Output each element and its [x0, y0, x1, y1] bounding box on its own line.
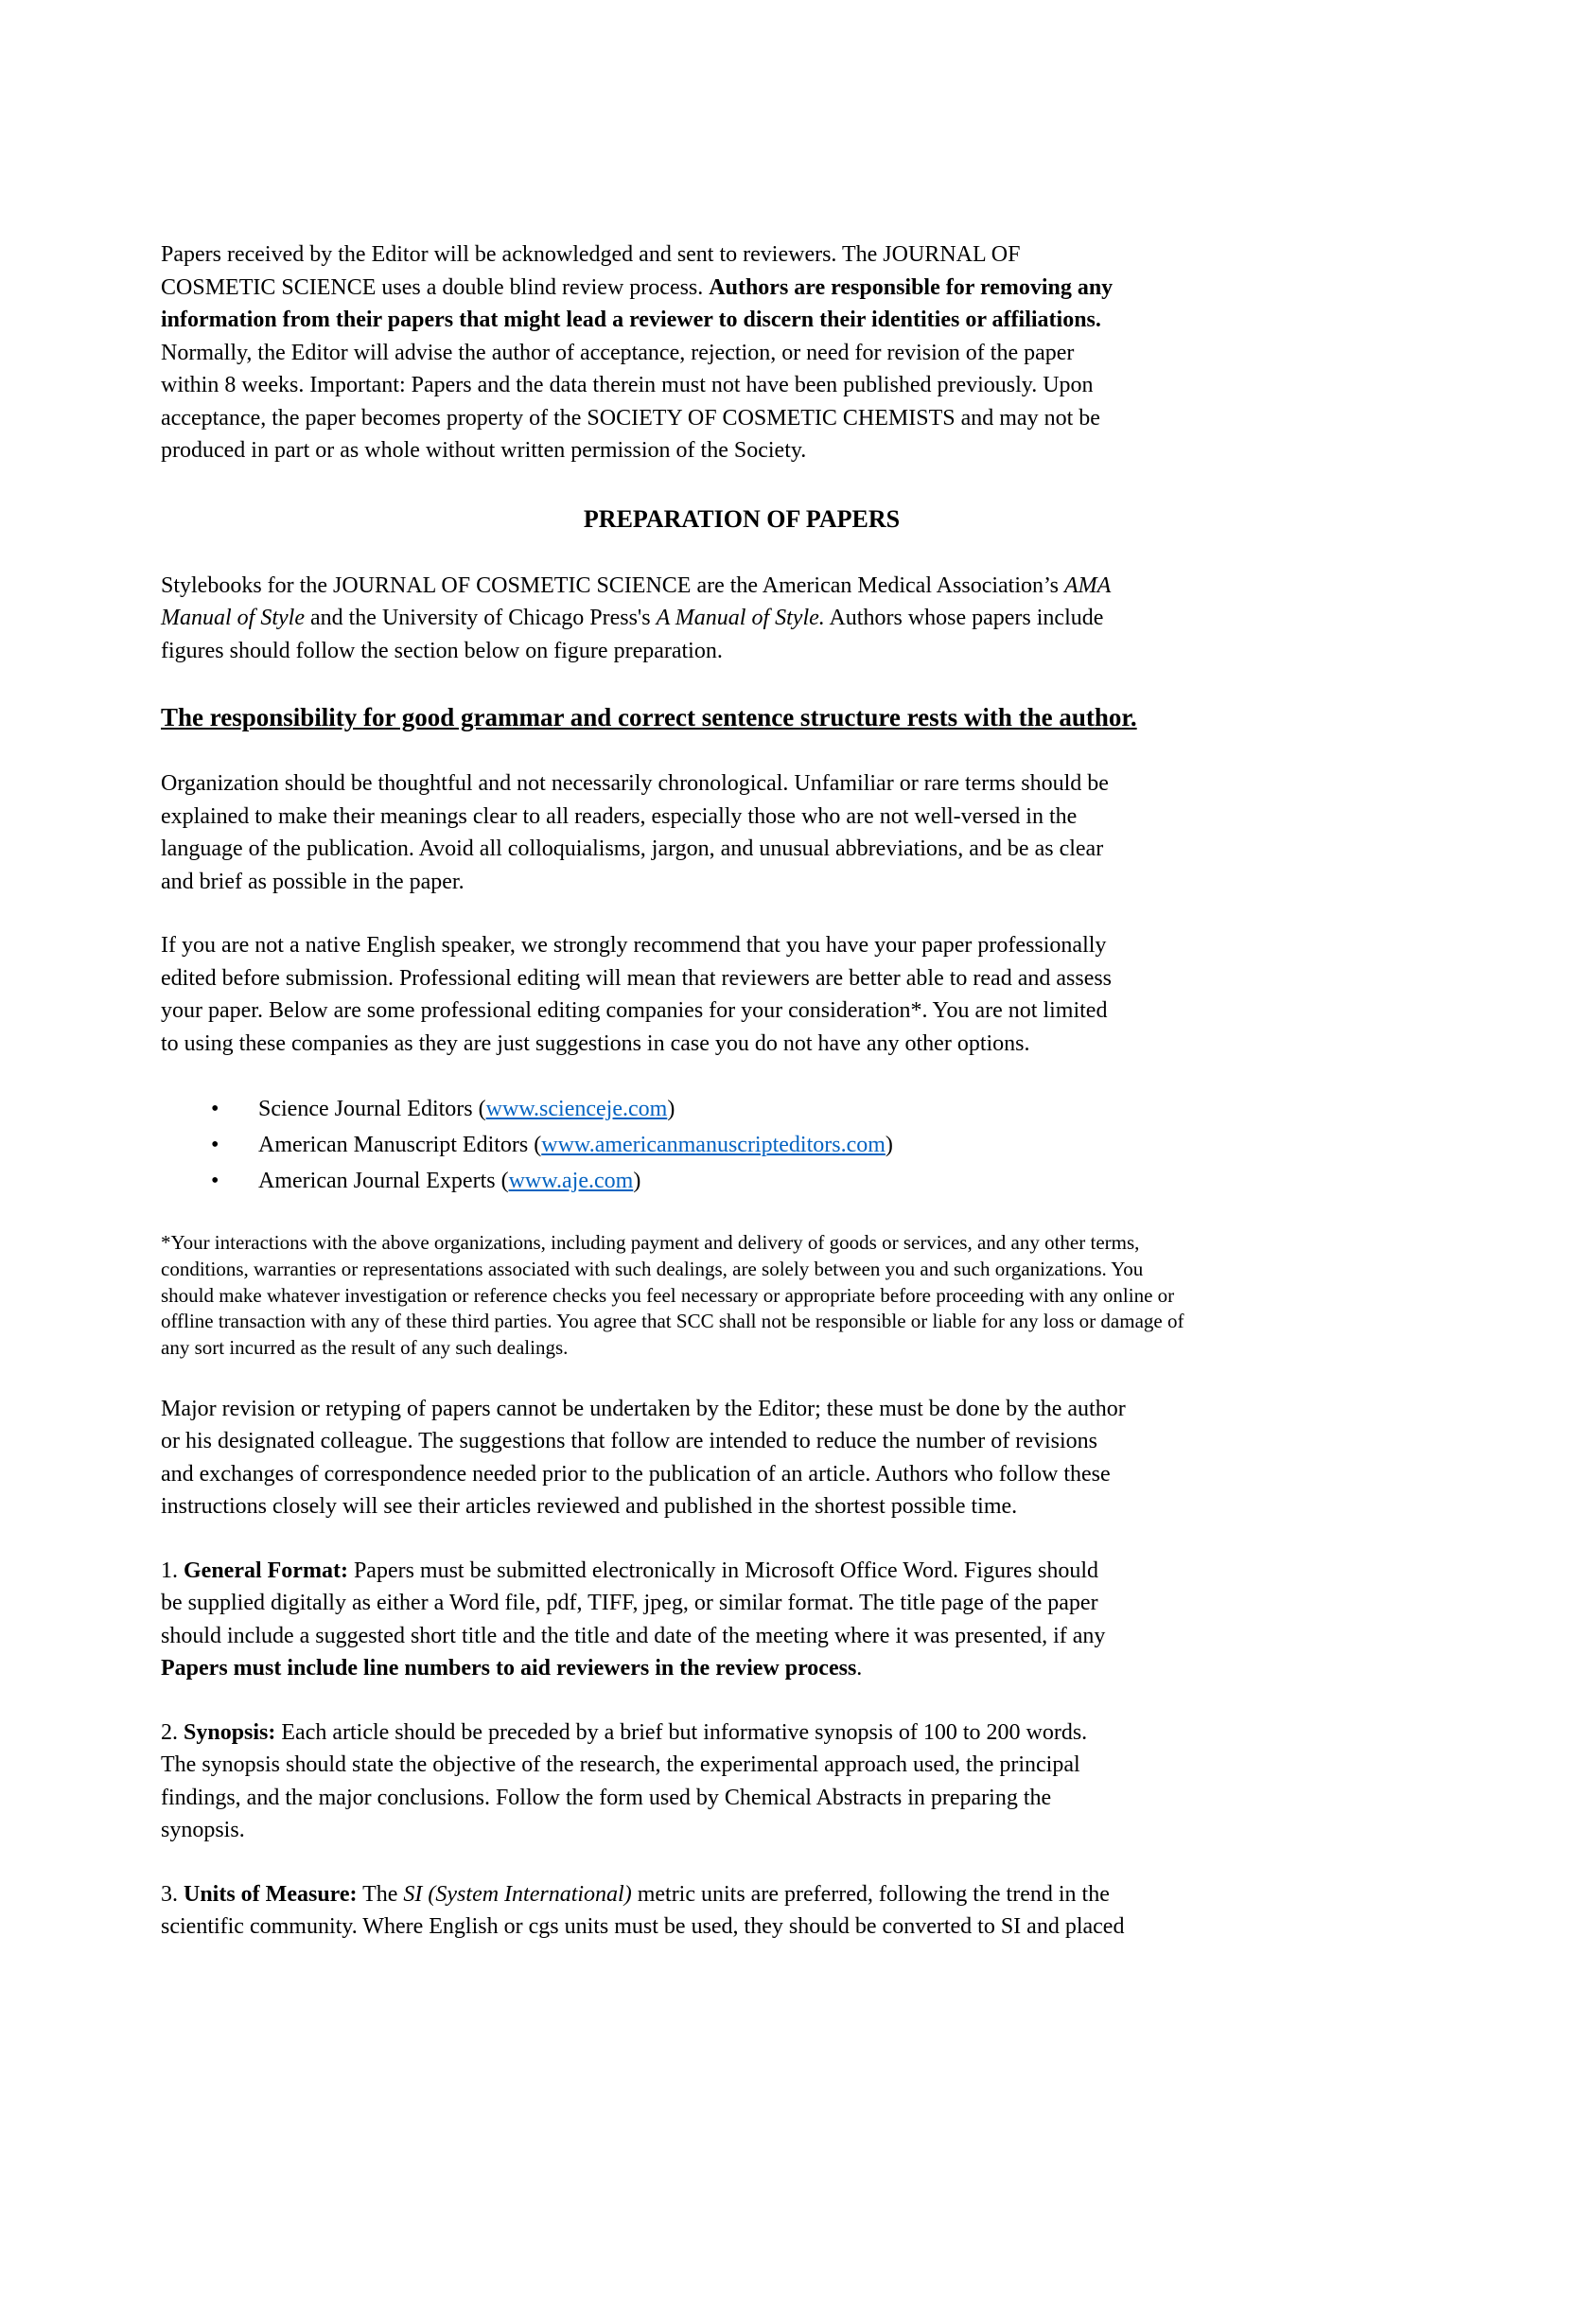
scienceje-link[interactable]: www.scienceje.com: [485, 1097, 668, 1121]
text-line: [161, 801, 1429, 834]
text-segment: to using these companies as they are just suggestions in case you do not have any other options.: [161, 1030, 1030, 1056]
intro-paragraph: [161, 238, 1429, 467]
text-segment: Normally, the Editor will advise the author of acceptance, rejection, or need for revision of the paper: [161, 340, 1075, 365]
text-line: [161, 434, 1429, 467]
list-item: [161, 1163, 1429, 1199]
text-segment: The synopsis should state the objective of the research, the experimental approach used, the principal: [161, 1752, 1080, 1778]
text-segment: should make whatever investigation or reference checks you feel necessary or appropriate before proceeding with any online or: [161, 1283, 1175, 1307]
text-segment: Manual of Style: [161, 606, 305, 630]
aje-link[interactable]: www.aje.com: [508, 1169, 634, 1193]
text-line: [161, 1335, 1429, 1362]
bullet-icon: •: [211, 1169, 219, 1193]
text-line: [161, 866, 1429, 899]
text-segment: American Manuscript Editors (: [258, 1133, 542, 1157]
text-segment: synopsis.: [161, 1818, 245, 1843]
general-format-paragraph: [161, 1555, 1429, 1685]
text-line: [161, 767, 1429, 801]
text-segment: language of the publication. Avoid all colloquialisms, jargon, and unusual abbreviations, and be as clear: [161, 836, 1104, 861]
text-line: [161, 1490, 1429, 1523]
text-line: [161, 1814, 1429, 1847]
synopsis-paragraph: [161, 1716, 1429, 1847]
text-line: [161, 1878, 1429, 1911]
text-segment: 1.: [161, 1558, 184, 1583]
text-segment: Authors are responsible for removing any: [709, 274, 1114, 300]
text-line: [161, 1257, 1429, 1283]
text-column: [161, 238, 1429, 1975]
text-segment: Major revision or retyping of papers cannot be undertaken by the Editor; these must be done by the author: [161, 1396, 1126, 1421]
text-line: [161, 501, 1323, 538]
text-segment: Each article should be preceded by a brief but informative synopsis of 100 to 200 words.: [275, 1719, 1088, 1745]
text-line: [161, 929, 1429, 962]
revision-paragraph: [161, 1393, 1429, 1523]
text-line: [161, 238, 1429, 272]
text-segment: Papers must be submitted electronically in Microsoft Office Word. Figures should: [347, 1558, 1098, 1583]
text-line: [161, 995, 1429, 1028]
text-line: [161, 602, 1429, 635]
text-line: [161, 1028, 1429, 1061]
text-segment: and brief as possible in the paper.: [161, 869, 465, 894]
text-segment: information from their papers that might lead a reviewer to discern their identities or affiliations.: [161, 308, 1101, 332]
text-segment: produced in part or as whole without written permission of the Society.: [161, 438, 807, 463]
text-line: [161, 570, 1429, 603]
text-segment: conditions, warranties or representations associated with such dealings, are solely between you and such organizations. You: [161, 1257, 1144, 1280]
text-segment: Science Journal Editors (: [258, 1097, 486, 1121]
text-segment: metric units are preferred, following the trend in the: [631, 1881, 1110, 1907]
text-segment: American Journal Experts (: [258, 1169, 509, 1193]
text-segment: scientific community. Where English or cgs units must be used, they should be converted to SI and placed: [161, 1914, 1125, 1940]
text-line: [161, 1425, 1429, 1458]
text-segment: findings, and the major conclusions. Follow the form used by Chemical Abstracts in preparing the: [161, 1785, 1052, 1810]
text-segment: The: [357, 1881, 404, 1907]
stylebooks-paragraph: [161, 570, 1429, 668]
text-segment: 2.: [161, 1719, 184, 1745]
text-segment: The responsibility for good grammar and correct sentence structure rests with the author.: [161, 703, 1137, 731]
text-segment: figures should follow the section below on figure preparation.: [161, 638, 723, 663]
text-line: [161, 1230, 1429, 1257]
text-line: [161, 962, 1429, 995]
text-line: [161, 1555, 1429, 1588]
text-line: [161, 1283, 1429, 1310]
text-segment: 3.: [161, 1881, 184, 1907]
list-item: [161, 1091, 1429, 1127]
text-line: [161, 337, 1429, 370]
editing-companies-list: [161, 1091, 1429, 1199]
text-line: [161, 1782, 1429, 1815]
text-segment: and the University of Chicago Press's: [304, 606, 657, 630]
text-line: [161, 1652, 1429, 1685]
text-line: [161, 1716, 1429, 1750]
text-segment: ): [633, 1169, 641, 1193]
text-segment: or his designated colleague. The suggestions that follow are intended to reduce the number of revisions: [161, 1429, 1097, 1454]
text-segment: Units of Measure:: [184, 1881, 358, 1907]
text-segment: COSMETIC SCIENCE uses a double blind review process.: [161, 274, 710, 300]
text-segment: and exchanges of correspondence needed prior to the publication of an article. Authors who follow these: [161, 1461, 1111, 1487]
text-segment: ): [667, 1097, 675, 1121]
text-line: [161, 1587, 1429, 1620]
text-line: [161, 1620, 1429, 1653]
text-segment: within 8 weeks. Important: Papers and the data therein must not have been published previously. Upon: [161, 373, 1094, 397]
grammar-statement: [161, 698, 1429, 736]
text-segment: offline transaction with any of these third parties. You agree that SCC shall not be responsible or liable for any loss or damage of: [161, 1310, 1184, 1333]
text-line: [161, 833, 1429, 866]
text-segment: Stylebooks for the JOURNAL OF COSMETIC SCIENCE are the American Medical Association’s: [161, 572, 1065, 598]
text-segment: A Manual of Style.: [656, 606, 825, 630]
text-segment: Papers received by the Editor will be acknowledged and sent to reviewers. The JOURNAL OF: [161, 242, 1021, 267]
americanmanuscripteditors-link[interactable]: www.americanmanuscripteditors.com: [541, 1133, 886, 1157]
text-segment: Authors whose papers include: [824, 606, 1104, 630]
list-item: [161, 1127, 1429, 1163]
text-segment: should include a suggested short title and the title and date of the meeting where it was presented, if any: [161, 1623, 1106, 1648]
text-segment: *Your interactions with the above organizations, including payment and delivery of goods or services, and any other terms,: [161, 1231, 1140, 1254]
text-line: [161, 1458, 1429, 1491]
text-segment: acceptance, the paper becomes property of the SOCIETY OF COSMETIC CHEMISTS and may not be: [161, 405, 1100, 431]
text-segment: Organization should be thoughtful and not necessarily chronological. Unfamiliar or rare terms should be: [161, 771, 1109, 796]
text-segment: explained to make their meanings clear to all readers, especially those who are not well-versed in the: [161, 803, 1078, 829]
text-segment: If you are not a native English speaker, we strongly recommend that you have your paper professionally: [161, 933, 1107, 958]
units-paragraph: [161, 1878, 1429, 1944]
text-segment: .: [856, 1656, 863, 1681]
text-segment: PREPARATION OF PAPERS: [583, 504, 901, 533]
text-line: [161, 1309, 1429, 1335]
editing-paragraph: [161, 929, 1429, 1060]
bullet-icon: •: [211, 1133, 219, 1157]
text-segment: any sort incurred as the result of any such dealings.: [161, 1336, 569, 1360]
text-segment: instructions closely will see their articles reviewed and published in the shortest possible time.: [161, 1494, 1018, 1520]
bullet-icon: •: [211, 1097, 219, 1121]
text-line: [161, 272, 1429, 305]
text-line: [161, 698, 1429, 736]
text-segment: ): [885, 1133, 893, 1157]
text-segment: AMA: [1064, 572, 1112, 598]
text-line: [161, 304, 1429, 337]
text-line: [161, 1910, 1429, 1944]
text-segment: edited before submission. Professional editing will mean that reviewers are better able to read and assess: [161, 965, 1113, 991]
text-line: [161, 369, 1429, 402]
text-segment: General Format:: [184, 1558, 348, 1583]
text-segment: be supplied digitally as either a Word file, pdf, TIFF, jpeg, or similar format. The title page of the paper: [161, 1591, 1098, 1616]
text-line: [161, 402, 1429, 435]
text-segment: Synopsis:: [184, 1719, 276, 1745]
text-line: [161, 1393, 1429, 1426]
preparation-heading: [161, 501, 1323, 538]
organization-paragraph: [161, 767, 1429, 898]
text-segment: Papers must include line numbers to aid reviewers in the review process: [161, 1656, 857, 1681]
text-segment: your paper. Below are some professional editing companies for your consideration*. You are not limited: [161, 998, 1108, 1023]
text-line: [161, 635, 1429, 668]
disclaimer-fineprint: [161, 1230, 1429, 1362]
text-line: [161, 1749, 1429, 1782]
text-segment: SI (System International): [403, 1881, 632, 1907]
